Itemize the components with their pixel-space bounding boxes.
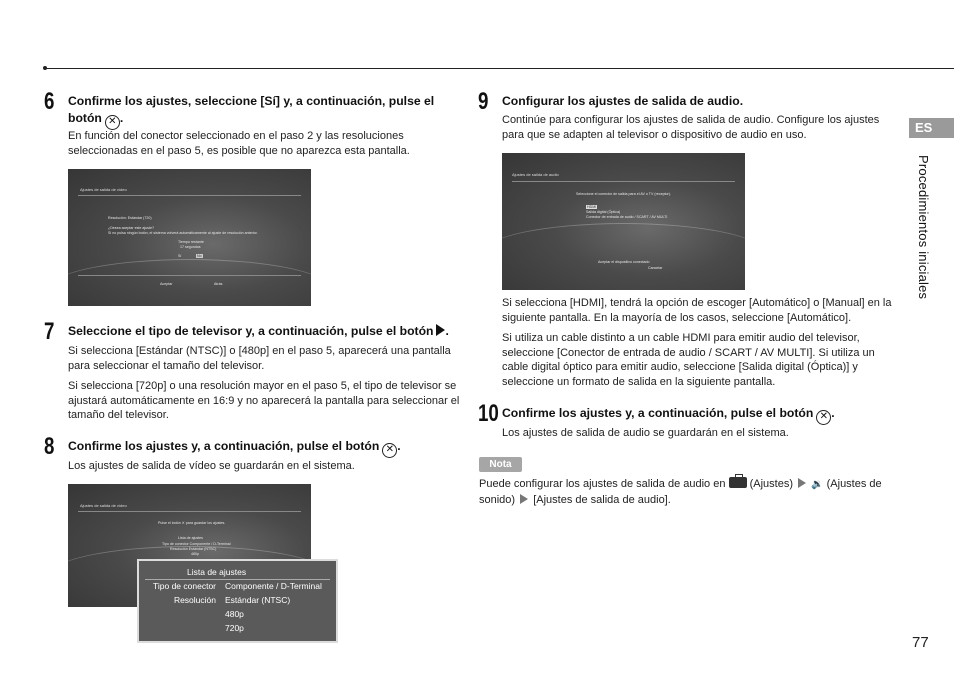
step-9-screenshot	[502, 153, 745, 290]
step-6-title-line1: Confirme los ajustes, seleccione [Sí] y, a continuación, pulse el	[68, 94, 435, 108]
speaker-icon: 🔉	[811, 479, 824, 490]
screen-line1: Pulse el botón ✕ para guardar los ajustes.	[158, 521, 226, 525]
screen-timer1: Tiempo restante	[178, 240, 204, 244]
step-9-p1: Si selecciona [HDMI], tendrá la opción de escoger [Automático] o [Manual] en la siguiente pantalla. En la mayoría de los casos, seleccione [Automático].	[502, 297, 892, 324]
popup-value-connector: Componente / D-Terminal	[225, 581, 322, 591]
step-9-body: Continúe para configurar los ajustes de salida de audio. Configure los ajustes para que se adapten al televisor o dispositivo de audio en uso.	[502, 114, 880, 141]
note-badge: Nota	[479, 457, 522, 472]
step-7-title-text: Seleccione el tipo de televisor y, a continuación, pulse el botón	[68, 324, 434, 338]
step-6-title-line2: botón	[68, 111, 102, 125]
cross-button-icon: ✕	[105, 115, 120, 130]
settings-toolbox-icon	[729, 477, 747, 488]
page-number: 77	[912, 634, 929, 651]
screen-line1: Resolución: Estándar (720)	[108, 216, 152, 220]
popup-value-res1: Estándar (NTSC)	[225, 595, 291, 605]
step-8-number: 8	[44, 433, 55, 460]
cross-button-icon: ✕	[816, 410, 831, 425]
screen-footer1: Aceptar el dispositivo conectado	[598, 260, 650, 264]
arrow-icon	[798, 478, 806, 488]
note-text-c: (Ajustes de sonido)	[479, 478, 882, 506]
step-7-title: Seleccione el tipo de televisor y, a continuación, pulse el botón .	[68, 324, 449, 338]
step-7-p2: Si selecciona [720p] o una resolución mayor en el paso 5, el tipo de televisor se ajustará automáticamente en 16:9 y no aparecerá la pantalla para seleccionar el tamaño del televisor.	[68, 380, 460, 421]
step-9-number: 9	[478, 88, 489, 115]
step-9-p2: Si utiliza un cable distinto a un cable HDMI para emitir audio del televisor, seleccione [Conector de entrada de audio / SCART / AV MULTI]. Si utiliza un cable digital óptico para emitir audio, seleccione [Salida digital (Óptica)] y seleccione un formato de salida en la siguiente pantalla.	[502, 332, 875, 388]
step-6-title: Confirme los ajustes, seleccione [Sí] y, a continuación, pulse el botón ✕ .	[68, 93, 468, 130]
popup-divider	[145, 579, 330, 580]
screen-line2: ¿Desea aceptar este ajuste?	[108, 226, 154, 230]
popup-label-connector: Tipo de conector	[153, 581, 216, 591]
step-7-p1: Si selecciona [Estándar (NTSC)] o [480p] en el paso 5, aparecerá una pantalla para seleccionar el tamaño del televisor.	[68, 345, 451, 372]
step-9-details	[502, 296, 894, 395]
step-10-number: 10	[478, 400, 499, 427]
header-rule	[44, 68, 954, 69]
arrow-icon	[520, 494, 528, 504]
screen-opt1: HDMI	[587, 205, 597, 209]
screen-row3: 480p	[191, 552, 199, 556]
screen-rule-bottom	[78, 275, 301, 276]
step-6-number: 6	[44, 88, 55, 115]
step-6-screenshot	[68, 169, 311, 306]
wave-decoration	[68, 259, 311, 306]
screen-opt3: Conector de entrada de audio / SCART / AV MULTI	[586, 215, 668, 219]
settings-list-popup	[137, 559, 338, 643]
step-7-body	[68, 344, 463, 429]
step-8-body: Los ajustes de salida de vídeo se guardarán en el sistema.	[68, 460, 355, 472]
screen-accept: Aceptar	[160, 282, 173, 286]
popup-title: Lista de ajustes	[187, 567, 247, 577]
popup-value-res3: 720p	[225, 623, 244, 633]
note-text-a: Puede configurar los ajustes de salida de audio en	[479, 478, 726, 490]
screen-timer2: 17 segundos	[180, 245, 201, 249]
screen-rule-top	[78, 511, 301, 512]
screen-line2: Lista de ajustes	[178, 536, 203, 540]
step-8-title-text: Confirme los ajustes y, a continuación, pulse el botón	[68, 439, 380, 453]
step-10-body: Los ajustes de salida de audio se guardarán en el sistema.	[502, 427, 789, 439]
screen-row2: Resolución Estándar (NTSC)	[170, 547, 217, 551]
language-badge: ES	[909, 118, 954, 138]
cross-button-icon: ✕	[382, 443, 397, 458]
right-arrow-button-icon	[436, 324, 445, 336]
wave-decoration	[502, 223, 745, 284]
step-7-number: 7	[44, 318, 55, 345]
screen-footer2: Cancelar	[648, 266, 663, 270]
screen-line1: Seleccione el conector de salida para el AV o TV (receptor).	[576, 192, 671, 196]
step-10-title: Confirme los ajustes y, a continuación, pulse el botón ✕ .	[502, 405, 892, 425]
note-text-d: [Ajustes de salida de audio].	[533, 493, 671, 506]
step-8-title: Confirme los ajustes y, a continuación, pulse el botón ✕ .	[68, 438, 468, 458]
step-10-title-text: Confirme los ajustes y, a continuación, pulse el botón	[502, 406, 814, 420]
popup-value-res2: 480p	[225, 609, 244, 619]
screen-header: Ajustes de salida de vídeo	[80, 187, 127, 192]
screen-line3: Si no pulsa ningún botón, el sistema volverá automáticamente al ajuste de resolución anterior.	[108, 231, 258, 235]
screen-opt2: Salida digital (Óptica)	[586, 210, 621, 214]
step-9-title: Configurar los ajustes de salida de audio.	[502, 94, 744, 108]
screen-no: No	[197, 254, 202, 258]
screen-yes: Sí	[178, 254, 182, 258]
note-text	[479, 477, 889, 507]
note-text-b: (Ajustes)	[749, 478, 793, 490]
screen-rule-top	[512, 181, 735, 182]
screen-header: Ajustes de salida de audio	[512, 172, 559, 177]
section-side-label: Procedimientos iniciales	[916, 155, 931, 300]
step-6-body: En función del conector seleccionado en el paso 2 y las resoluciones seleccionadas en el paso 5, es posible que no aparezca esta pantalla.	[68, 130, 410, 157]
popup-label-resolution: Resolución	[173, 595, 216, 605]
screen-back: Atrás	[214, 282, 223, 286]
screen-header: Ajustes de salida de vídeo	[80, 503, 127, 508]
screen-rule-top	[78, 195, 301, 196]
screen-row1: Tipo de conector Componente / D-Terminal	[162, 542, 231, 546]
